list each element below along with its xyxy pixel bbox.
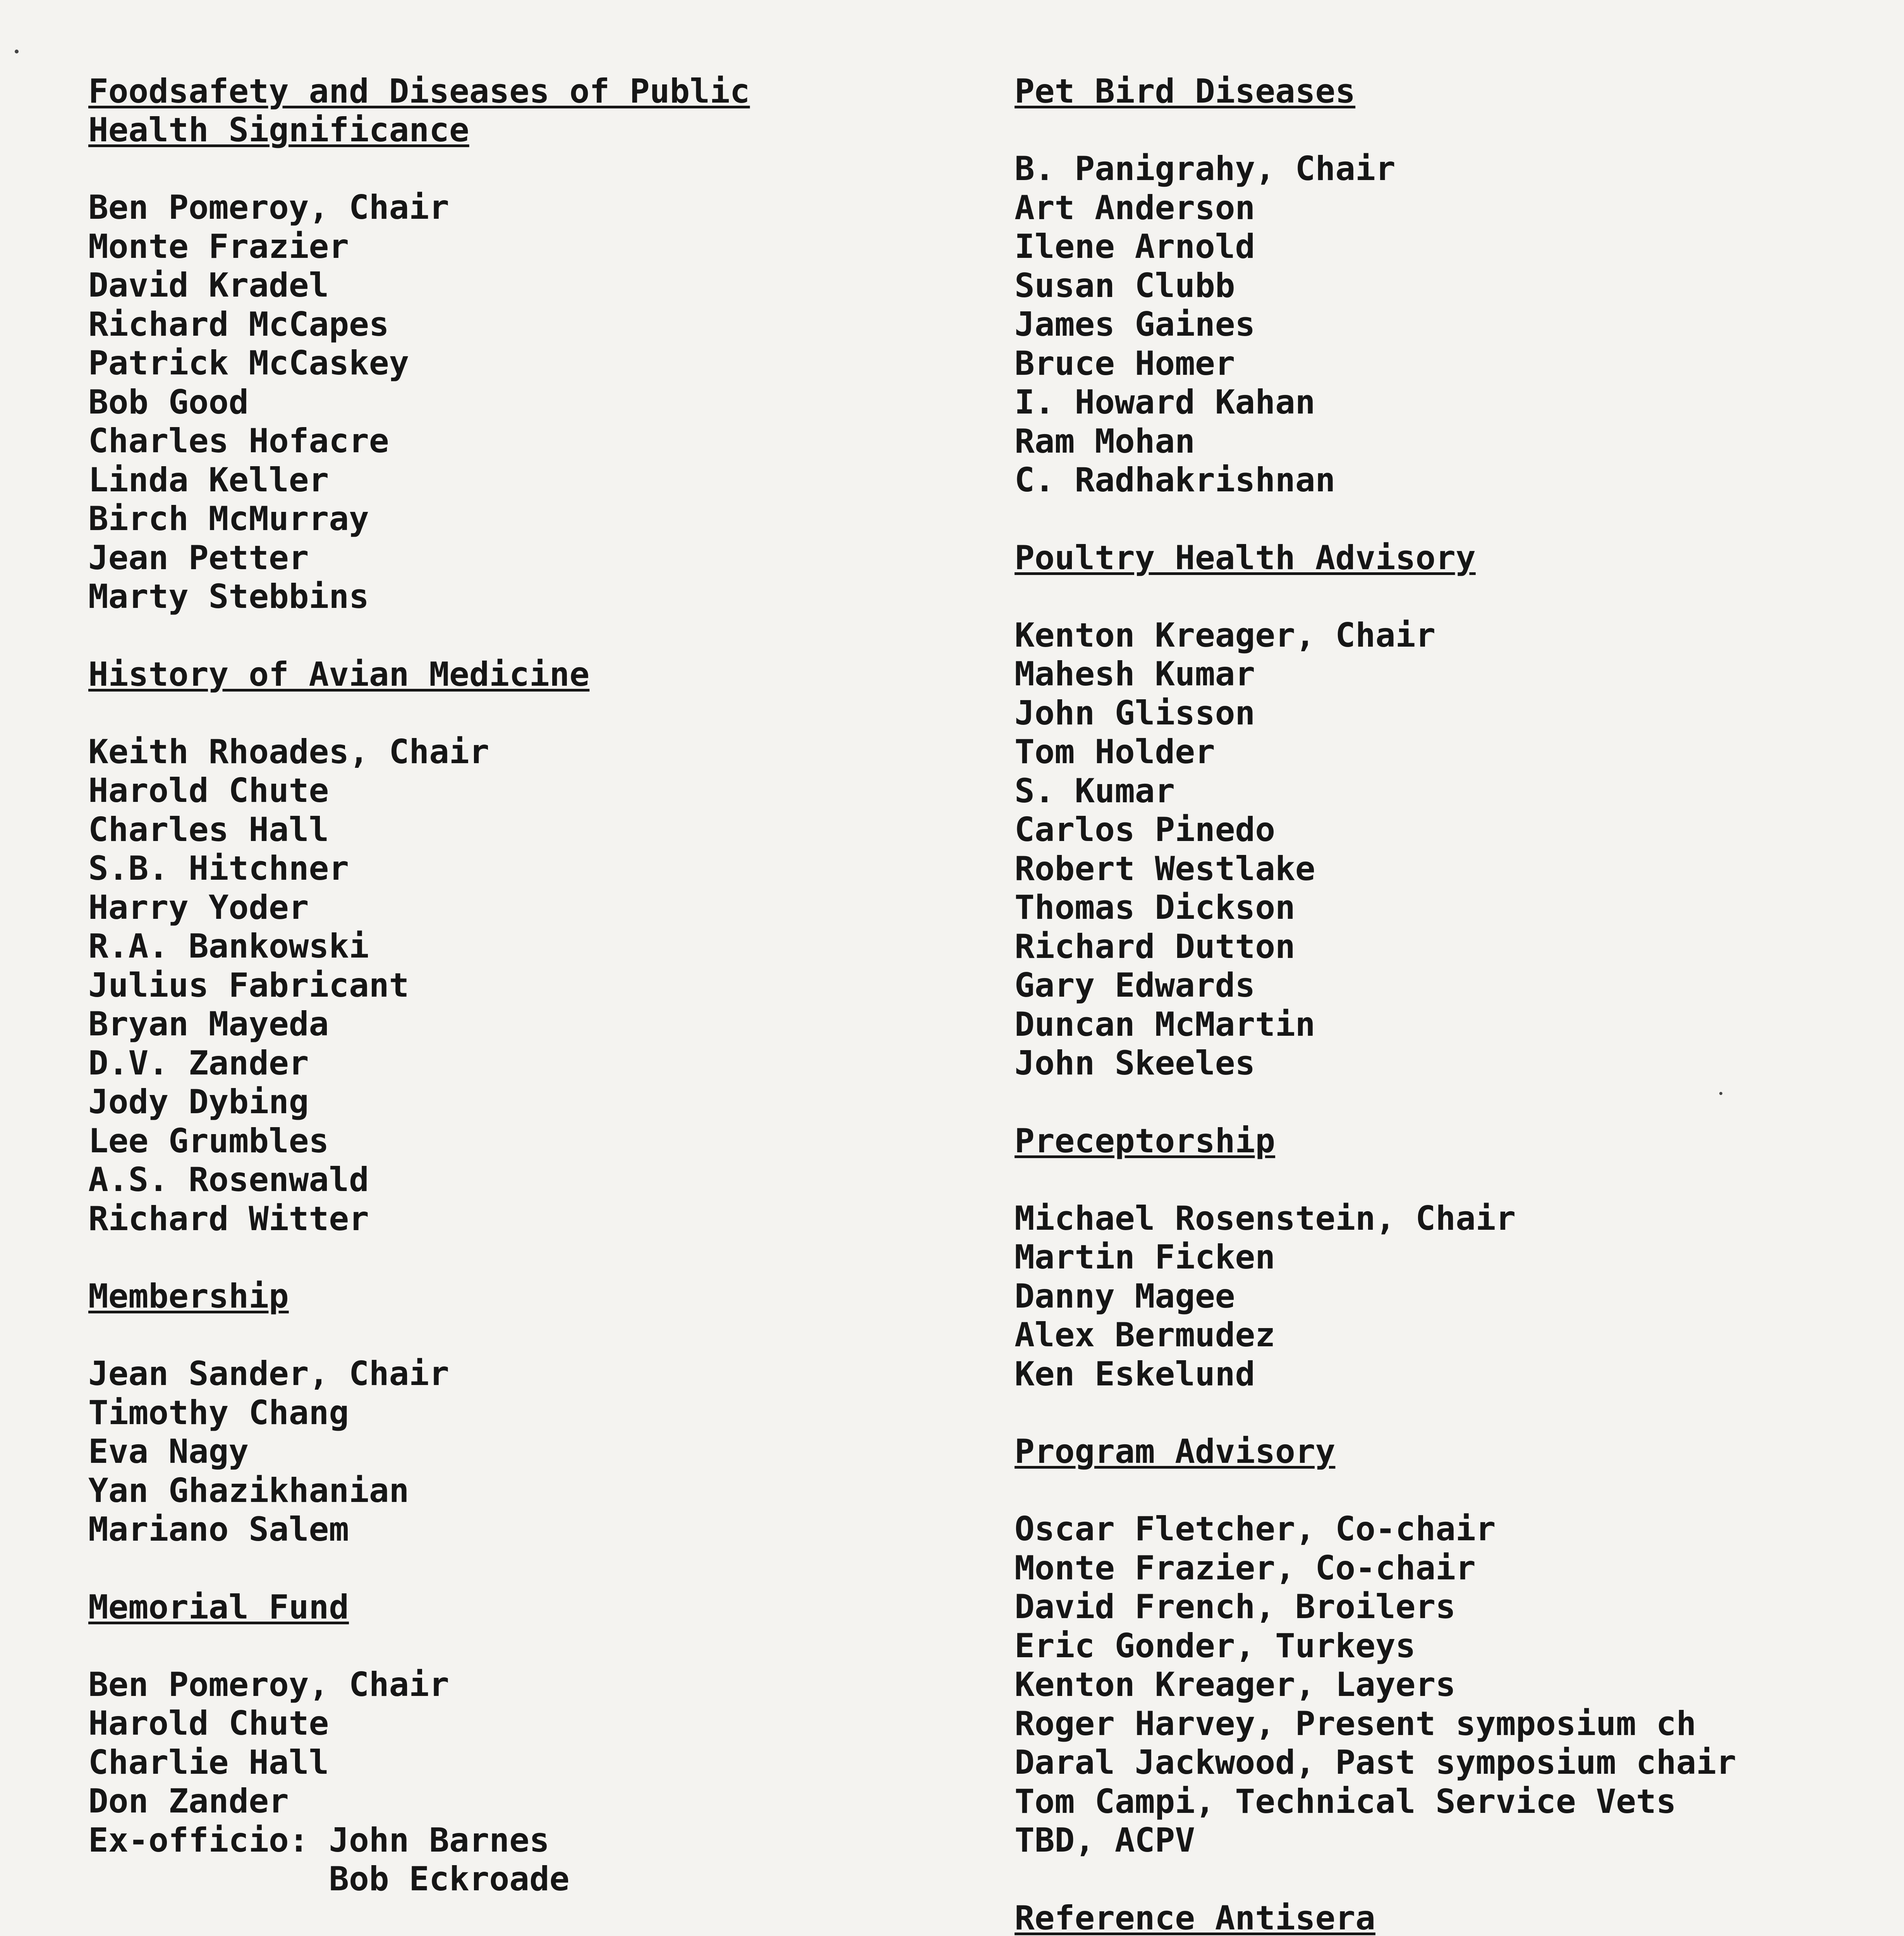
- member-name: Tom Campi, Technical Service Vets: [1015, 1782, 1676, 1821]
- member-name: Harold Chute: [88, 771, 329, 810]
- member-name: R.A. Bankowski: [88, 927, 369, 966]
- member-name: Bruce Homer: [1015, 344, 1235, 383]
- member-name: Daral Jackwood, Past symposium chair: [1015, 1743, 1736, 1782]
- member-name: Thomas Dickson: [1015, 888, 1295, 927]
- member-name: James Gaines: [1015, 305, 1255, 344]
- member-name: S.B. Hitchner: [88, 849, 349, 888]
- member-name: Linda Keller: [88, 460, 329, 499]
- member-name: Danny Magee: [1015, 1277, 1235, 1316]
- member-name: Charlie Hall: [88, 1743, 329, 1782]
- member-name: TBD, ACPV: [1015, 1821, 1195, 1860]
- member-name: Ram Mohan: [1015, 422, 1195, 461]
- member-name: C. Radhakrishnan: [1015, 461, 1336, 499]
- member-name: Kenton Kreager, Layers: [1015, 1665, 1456, 1704]
- member-name: Mahesh Kumar: [1015, 655, 1255, 693]
- member-name: Monte Frazier: [88, 227, 349, 266]
- member-name: S. Kumar: [1015, 771, 1175, 810]
- member-name: Duncan McMartin: [1015, 1005, 1315, 1044]
- member-name: Mariano Salem: [88, 1510, 349, 1549]
- member-name: Patrick McCaskey: [88, 344, 409, 383]
- member-name: Jean Sander, Chair: [88, 1354, 449, 1393]
- member-name: Birch McMurray: [88, 499, 369, 538]
- member-name: Charles Hofacre: [88, 422, 389, 460]
- member-name: Timothy Chang: [88, 1393, 349, 1432]
- member-list: [1015, 1510, 1886, 1860]
- member-list: [1015, 616, 1886, 1083]
- member-name: Ilene Arnold: [1015, 227, 1255, 266]
- member-name: Gary Edwards: [1015, 966, 1255, 1005]
- committee-section-program-advisory: [1015, 1432, 1886, 1860]
- member-name: Alex Bermudez: [1015, 1316, 1276, 1354]
- member-list: [1015, 1199, 1886, 1394]
- member-list: [88, 188, 960, 616]
- member-name: Bob Eckroade: [88, 1860, 570, 1898]
- committee-section-reference-antisera: [1015, 1899, 1886, 1936]
- member-name: Richard Dutton: [1015, 927, 1295, 966]
- member-name: Jody Dybing: [88, 1083, 309, 1121]
- member-name: D.V. Zander: [88, 1044, 309, 1083]
- member-name: Ben Pomeroy, Chair: [88, 1665, 449, 1704]
- member-name: Ben Pomeroy, Chair: [88, 188, 449, 227]
- committee-heading: Memorial Fund: [88, 1588, 349, 1627]
- member-name: Julius Fabricant: [88, 966, 409, 1005]
- member-name: Oscar Fletcher, Co-chair: [1015, 1510, 1496, 1548]
- committee-heading: Reference Antisera: [1015, 1898, 1375, 1936]
- committee-section-foodsafety-and-diseases-of-public: [88, 72, 960, 616]
- member-name: John Glisson: [1015, 693, 1255, 733]
- committee-section-history-of-avian-medicine: [88, 655, 960, 1239]
- member-name: Marty Stebbins: [88, 577, 369, 616]
- member-name: Richard McCapes: [88, 305, 389, 344]
- member-name: Lee Grumbles: [88, 1121, 329, 1160]
- member-name: Eric Gonder, Turkeys: [1015, 1626, 1416, 1665]
- committee-section-preceptorship: [1015, 1122, 1886, 1394]
- member-name: David French, Broilers: [1015, 1588, 1456, 1626]
- member-name: A.S. Rosenwald: [88, 1160, 369, 1199]
- committee-section-memorial-fund: [88, 1588, 960, 1899]
- member-name: Ken Eskelund: [1015, 1354, 1255, 1394]
- member-name: Kenton Kreager, Chair: [1015, 616, 1436, 655]
- member-name: B. Panigrahy, Chair: [1015, 149, 1396, 188]
- committee-section-poultry-health-advisory: [1015, 539, 1886, 1083]
- member-name: Bob Good: [88, 383, 249, 422]
- member-name: Bryan Mayeda: [88, 1005, 329, 1044]
- member-name: David Kradel: [88, 266, 329, 305]
- paper-speck: [15, 50, 19, 53]
- committee-section-pet-bird-diseases: [1015, 72, 1886, 500]
- committee-heading: Membership: [88, 1277, 289, 1316]
- right-committee-column: [1015, 72, 1886, 1936]
- committee-heading: History of Avian Medicine: [88, 655, 590, 694]
- member-name: Ex-officio: John Barnes: [88, 1821, 549, 1860]
- member-name: Tom Holder: [1015, 733, 1215, 771]
- member-name: Michael Rosenstein, Chair: [1015, 1199, 1516, 1238]
- member-name: Jean Petter: [88, 538, 309, 577]
- member-name: Charles Hall: [88, 810, 329, 849]
- left-committee-column: [88, 72, 960, 1936]
- member-name: Richard Witter: [88, 1199, 369, 1238]
- member-list: [88, 1665, 960, 1899]
- member-name: Art Anderson: [1015, 188, 1255, 227]
- member-name: Harry Yoder: [88, 888, 309, 927]
- committee-heading: Program Advisory: [1015, 1432, 1336, 1471]
- member-name: Yan Ghazikhanian: [88, 1471, 409, 1510]
- committee-heading: Poultry Health Advisory: [1015, 538, 1476, 577]
- member-name: Robert Westlake: [1015, 849, 1315, 888]
- committee-heading: Pet Bird Diseases: [1015, 72, 1356, 111]
- member-list: [88, 1354, 960, 1549]
- committee-heading: Preceptorship: [1015, 1121, 1276, 1160]
- committee-section-membership: [88, 1277, 960, 1549]
- member-list: [1015, 149, 1886, 500]
- member-name: Susan Clubb: [1015, 266, 1235, 305]
- member-name: Monte Frazier, Co-chair: [1015, 1548, 1476, 1588]
- member-name: Keith Rhoades, Chair: [88, 732, 489, 771]
- member-name: Don Zander: [88, 1782, 289, 1821]
- member-name: John Skeeles: [1015, 1044, 1255, 1083]
- member-name: Roger Harvey, Present symposium ch: [1015, 1704, 1696, 1743]
- member-name: I. Howard Kahan: [1015, 383, 1315, 422]
- member-name: Carlos Pinedo: [1015, 810, 1276, 849]
- member-name: Martin Ficken: [1015, 1238, 1276, 1277]
- member-list: [88, 733, 960, 1239]
- member-name: Eva Nagy: [88, 1432, 249, 1471]
- member-name: Harold Chute: [88, 1704, 329, 1743]
- committee-heading: Foodsafety and Diseases of Public Health Significance: [88, 72, 750, 149]
